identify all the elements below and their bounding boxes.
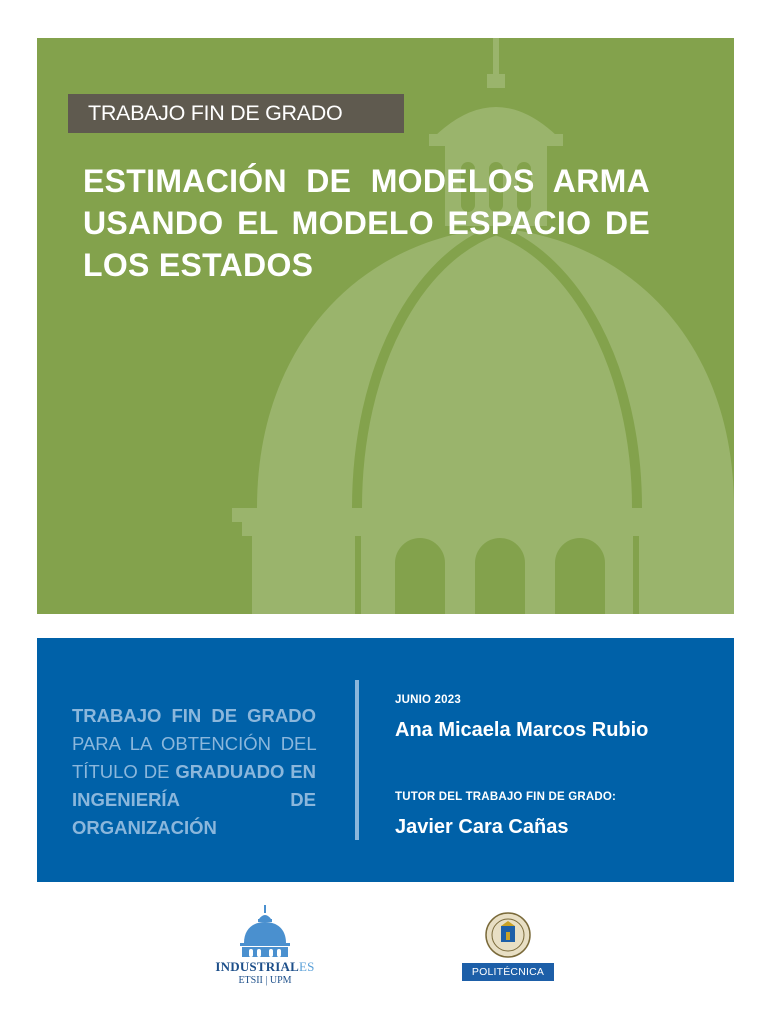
degree-statement — [72, 702, 316, 842]
tutor-label: TUTOR DEL TRABAJO FIN DE GRADO: — [395, 791, 617, 803]
politecnica-wordmark: POLITÉCNICA — [462, 963, 554, 981]
thesis-title-line: ESPACIO DE LOS ESTADOS — [83, 205, 650, 283]
tutor-name: Javier Cara Cañas — [395, 816, 569, 838]
industriales-wordmark — [215, 959, 315, 975]
degree-line: INGENIERÍA DE — [72, 789, 316, 810]
degree-line: GRADUADO EN — [175, 761, 317, 782]
document-type-label: TRABAJO FIN DE GRADO — [88, 101, 343, 125]
industriales-word: INDUSTRIAL — [215, 959, 300, 974]
industriales-dome-icon — [215, 905, 315, 959]
industriales-suffix: ES — [299, 959, 315, 974]
degree-line: TRABAJO FIN DE GRADO — [72, 705, 316, 726]
industriales-subtitle: ETSII | UPM — [238, 975, 292, 986]
thesis-title-line: ARMA USANDO EL MODELO — [83, 163, 650, 241]
info-panel — [37, 638, 734, 882]
vertical-divider — [355, 680, 359, 840]
date-label: JUNIO 2023 — [395, 694, 461, 706]
author-name: Ana Micaela Marcos Rubio — [395, 719, 649, 741]
cover-panel — [37, 38, 734, 614]
degree-line: TÍTULO DE — [72, 761, 176, 782]
degree-line: ORGANIZACIÓN — [72, 817, 217, 838]
degree-line: PARA LA OBTENCIÓN DEL — [72, 733, 316, 754]
document-type-tag — [68, 94, 404, 133]
thesis-title-line: ESTIMACIÓN DE MODELOS — [83, 163, 535, 199]
politecnica-logo — [462, 910, 554, 985]
industriales-logo — [215, 905, 315, 990]
thesis-title — [83, 160, 650, 286]
university-seal-icon — [462, 910, 554, 962]
